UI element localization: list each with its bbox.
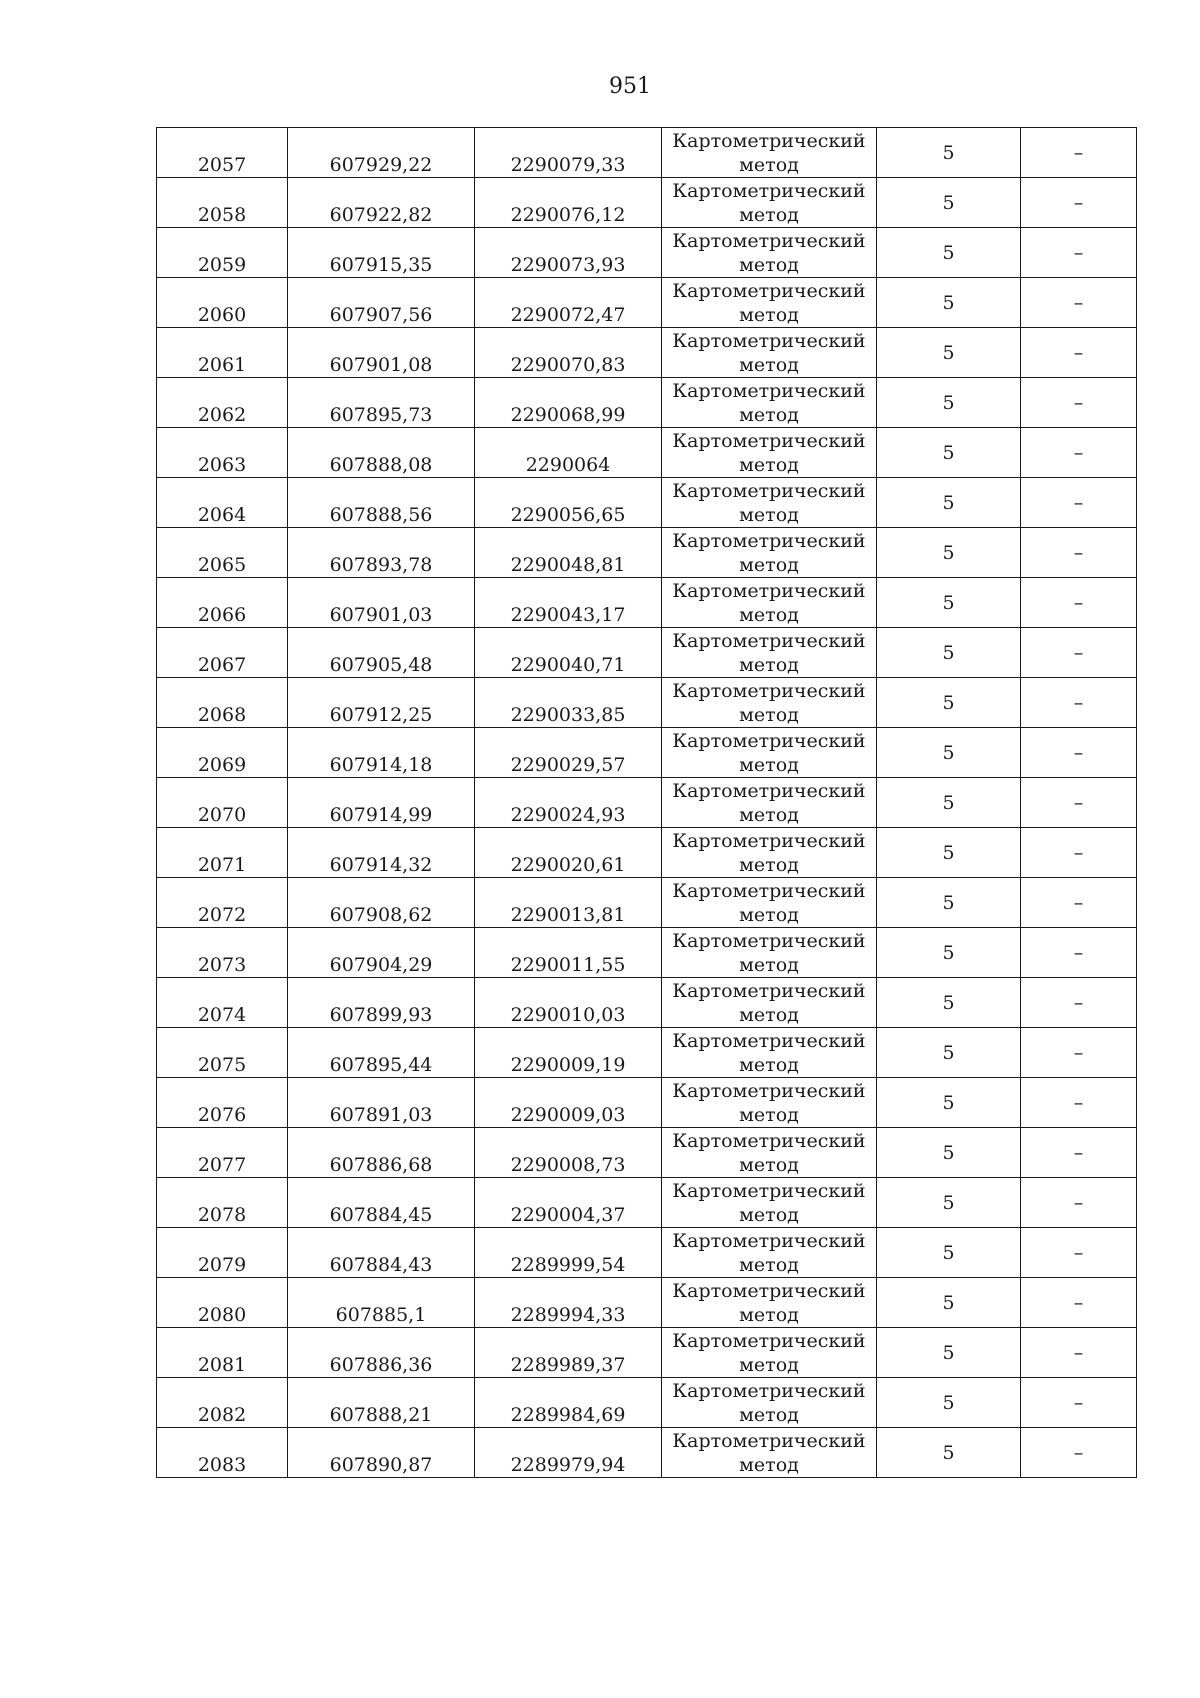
method-line-1: Картометрический xyxy=(672,379,866,402)
note-cell: – xyxy=(1021,278,1137,328)
method-line-1: Картометрический xyxy=(672,1229,866,1252)
y-coordinate-cell: 2290048,81 xyxy=(475,528,662,578)
note-cell: – xyxy=(1021,1278,1137,1328)
note-cell: – xyxy=(1021,728,1137,778)
table-row xyxy=(157,128,1137,178)
method-cell xyxy=(662,1178,877,1228)
table-row xyxy=(157,1328,1137,1378)
method-line-2: метод xyxy=(739,603,799,626)
note-cell: – xyxy=(1021,578,1137,628)
x-coordinate-cell: 607901,08 xyxy=(288,328,475,378)
accuracy-cell: 5 xyxy=(877,328,1021,378)
method-line-1: Картометрический xyxy=(672,1279,866,1302)
x-coordinate-cell: 607914,99 xyxy=(288,778,475,828)
note-cell: – xyxy=(1021,1128,1137,1178)
point-number-cell: 2069 xyxy=(157,728,288,778)
method-cell xyxy=(662,628,877,678)
table-row xyxy=(157,578,1137,628)
method-cell xyxy=(662,128,877,178)
table-row xyxy=(157,1378,1137,1428)
y-coordinate-cell: 2290073,93 xyxy=(475,228,662,278)
note-cell: – xyxy=(1021,878,1137,928)
method-line-2: метод xyxy=(739,1103,799,1126)
x-coordinate-cell: 607914,32 xyxy=(288,828,475,878)
accuracy-cell: 5 xyxy=(877,728,1021,778)
method-line-1: Картометрический xyxy=(672,1379,866,1402)
x-coordinate-cell: 607912,25 xyxy=(288,678,475,728)
method-line-1: Картометрический xyxy=(672,579,866,602)
method-line-1: Картометрический xyxy=(672,429,866,452)
table-body xyxy=(157,128,1137,1478)
method-line-2: метод xyxy=(739,953,799,976)
method-line-2: метод xyxy=(739,1003,799,1026)
point-number-cell: 2074 xyxy=(157,978,288,1028)
page-number: 951 xyxy=(609,74,651,99)
point-number-cell: 2076 xyxy=(157,1078,288,1128)
y-coordinate-cell: 2290010,03 xyxy=(475,978,662,1028)
x-coordinate-cell: 607884,43 xyxy=(288,1228,475,1278)
table-row xyxy=(157,1078,1137,1128)
note-cell: – xyxy=(1021,1078,1137,1128)
table-row xyxy=(157,1178,1137,1228)
method-line-2: метод xyxy=(739,1253,799,1276)
note-cell: – xyxy=(1021,628,1137,678)
y-coordinate-cell: 2290033,85 xyxy=(475,678,662,728)
method-line-2: метод xyxy=(739,1403,799,1426)
table-row xyxy=(157,328,1137,378)
note-cell: – xyxy=(1021,128,1137,178)
x-coordinate-cell: 607914,18 xyxy=(288,728,475,778)
method-line-2: метод xyxy=(739,653,799,676)
point-number-cell: 2083 xyxy=(157,1428,288,1478)
table-row xyxy=(157,1228,1137,1278)
table-row xyxy=(157,278,1137,328)
method-cell xyxy=(662,328,877,378)
y-coordinate-cell: 2290043,17 xyxy=(475,578,662,628)
method-cell xyxy=(662,1328,877,1378)
method-cell xyxy=(662,578,877,628)
method-cell xyxy=(662,1228,877,1278)
table-row xyxy=(157,1128,1137,1178)
y-coordinate-cell: 2290056,65 xyxy=(475,478,662,528)
method-cell xyxy=(662,778,877,828)
point-number-cell: 2064 xyxy=(157,478,288,528)
point-number-cell: 2063 xyxy=(157,428,288,478)
x-coordinate-cell: 607890,87 xyxy=(288,1428,475,1478)
point-number-cell: 2078 xyxy=(157,1178,288,1228)
note-cell: – xyxy=(1021,1178,1137,1228)
method-line-1: Картометрический xyxy=(672,929,866,952)
point-number-cell: 2070 xyxy=(157,778,288,828)
note-cell: – xyxy=(1021,1428,1137,1478)
method-cell xyxy=(662,878,877,928)
method-line-1: Картометрический xyxy=(672,129,866,152)
method-line-2: метод xyxy=(739,153,799,176)
x-coordinate-cell: 607922,82 xyxy=(288,178,475,228)
method-line-1: Картометрический xyxy=(672,729,866,752)
y-coordinate-cell: 2290011,55 xyxy=(475,928,662,978)
table-row xyxy=(157,928,1137,978)
accuracy-cell: 5 xyxy=(877,678,1021,728)
table-row xyxy=(157,728,1137,778)
method-line-2: метод xyxy=(739,403,799,426)
accuracy-cell: 5 xyxy=(877,778,1021,828)
x-coordinate-cell: 607908,62 xyxy=(288,878,475,928)
accuracy-cell: 5 xyxy=(877,378,1021,428)
point-number-cell: 2082 xyxy=(157,1378,288,1428)
method-line-2: метод xyxy=(739,453,799,476)
note-cell: – xyxy=(1021,1028,1137,1078)
x-coordinate-cell: 607884,45 xyxy=(288,1178,475,1228)
x-coordinate-cell: 607904,29 xyxy=(288,928,475,978)
accuracy-cell: 5 xyxy=(877,828,1021,878)
method-cell xyxy=(662,428,877,478)
method-line-1: Картометрический xyxy=(672,279,866,302)
point-number-cell: 2067 xyxy=(157,628,288,678)
method-cell xyxy=(662,1278,877,1328)
method-cell xyxy=(662,228,877,278)
method-line-1: Картометрический xyxy=(672,629,866,652)
coordinates-table xyxy=(156,127,1137,1478)
method-line-2: метод xyxy=(739,1353,799,1376)
table-row xyxy=(157,378,1137,428)
y-coordinate-cell: 2290070,83 xyxy=(475,328,662,378)
table-row xyxy=(157,1028,1137,1078)
method-line-2: метод xyxy=(739,353,799,376)
method-cell xyxy=(662,828,877,878)
method-line-2: метод xyxy=(739,903,799,926)
accuracy-cell: 5 xyxy=(877,978,1021,1028)
x-coordinate-cell: 607929,22 xyxy=(288,128,475,178)
table-row xyxy=(157,978,1137,1028)
note-cell: – xyxy=(1021,928,1137,978)
method-line-1: Картометрический xyxy=(672,679,866,702)
method-cell xyxy=(662,978,877,1028)
x-coordinate-cell: 607905,48 xyxy=(288,628,475,678)
table-row xyxy=(157,628,1137,678)
accuracy-cell: 5 xyxy=(877,278,1021,328)
x-coordinate-cell: 607888,08 xyxy=(288,428,475,478)
note-cell: – xyxy=(1021,378,1137,428)
method-cell xyxy=(662,478,877,528)
x-coordinate-cell: 607893,78 xyxy=(288,528,475,578)
method-line-2: метод xyxy=(739,553,799,576)
note-cell: – xyxy=(1021,1328,1137,1378)
table-row xyxy=(157,778,1137,828)
method-line-2: метод xyxy=(739,853,799,876)
point-number-cell: 2072 xyxy=(157,878,288,928)
method-line-2: метод xyxy=(739,253,799,276)
point-number-cell: 2061 xyxy=(157,328,288,378)
y-coordinate-cell: 2290020,61 xyxy=(475,828,662,878)
x-coordinate-cell: 607888,21 xyxy=(288,1378,475,1428)
method-line-2: метод xyxy=(739,303,799,326)
method-line-1: Картометрический xyxy=(672,779,866,802)
table-row xyxy=(157,528,1137,578)
y-coordinate-cell: 2289989,37 xyxy=(475,1328,662,1378)
y-coordinate-cell: 2290076,12 xyxy=(475,178,662,228)
method-line-1: Картометрический xyxy=(672,479,866,502)
method-line-1: Картометрический xyxy=(672,1079,866,1102)
note-cell: – xyxy=(1021,828,1137,878)
method-line-1: Картометрический xyxy=(672,329,866,352)
method-cell xyxy=(662,928,877,978)
x-coordinate-cell: 607886,68 xyxy=(288,1128,475,1178)
method-cell xyxy=(662,728,877,778)
accuracy-cell: 5 xyxy=(877,1428,1021,1478)
method-cell xyxy=(662,1128,877,1178)
note-cell: – xyxy=(1021,478,1137,528)
method-line-1: Картометрический xyxy=(672,1179,866,1202)
table-row xyxy=(157,828,1137,878)
y-coordinate-cell: 2290013,81 xyxy=(475,878,662,928)
accuracy-cell: 5 xyxy=(877,528,1021,578)
method-line-2: метод xyxy=(739,1053,799,1076)
method-cell xyxy=(662,278,877,328)
point-number-cell: 2079 xyxy=(157,1228,288,1278)
method-cell xyxy=(662,378,877,428)
x-coordinate-cell: 607888,56 xyxy=(288,478,475,528)
y-coordinate-cell: 2290072,47 xyxy=(475,278,662,328)
method-cell xyxy=(662,1428,877,1478)
note-cell: – xyxy=(1021,228,1137,278)
y-coordinate-cell: 2290004,37 xyxy=(475,1178,662,1228)
accuracy-cell: 5 xyxy=(877,478,1021,528)
note-cell: – xyxy=(1021,1228,1137,1278)
x-coordinate-cell: 607886,36 xyxy=(288,1328,475,1378)
table-row xyxy=(157,178,1137,228)
method-line-2: метод xyxy=(739,1453,799,1476)
method-line-1: Картометрический xyxy=(672,1329,866,1352)
method-line-1: Картометрический xyxy=(672,529,866,552)
accuracy-cell: 5 xyxy=(877,1278,1021,1328)
note-cell: – xyxy=(1021,178,1137,228)
x-coordinate-cell: 607915,35 xyxy=(288,228,475,278)
y-coordinate-cell: 2290029,57 xyxy=(475,728,662,778)
y-coordinate-cell: 2290009,19 xyxy=(475,1028,662,1078)
accuracy-cell: 5 xyxy=(877,178,1021,228)
x-coordinate-cell: 607899,93 xyxy=(288,978,475,1028)
method-cell xyxy=(662,1378,877,1428)
table-row xyxy=(157,878,1137,928)
accuracy-cell: 5 xyxy=(877,1328,1021,1378)
y-coordinate-cell: 2290068,99 xyxy=(475,378,662,428)
table-row xyxy=(157,678,1137,728)
method-line-2: метод xyxy=(739,203,799,226)
point-number-cell: 2068 xyxy=(157,678,288,728)
point-number-cell: 2057 xyxy=(157,128,288,178)
method-line-1: Картометрический xyxy=(672,1029,866,1052)
point-number-cell: 2065 xyxy=(157,528,288,578)
y-coordinate-cell: 2289999,54 xyxy=(475,1228,662,1278)
y-coordinate-cell: 2290040,71 xyxy=(475,628,662,678)
x-coordinate-cell: 607907,56 xyxy=(288,278,475,328)
note-cell: – xyxy=(1021,528,1137,578)
accuracy-cell: 5 xyxy=(877,1228,1021,1278)
x-coordinate-cell: 607891,03 xyxy=(288,1078,475,1128)
note-cell: – xyxy=(1021,328,1137,378)
method-line-1: Картометрический xyxy=(672,1429,866,1452)
point-number-cell: 2075 xyxy=(157,1028,288,1078)
y-coordinate-cell: 2290008,73 xyxy=(475,1128,662,1178)
table-row xyxy=(157,478,1137,528)
method-line-2: метод xyxy=(739,1203,799,1226)
point-number-cell: 2059 xyxy=(157,228,288,278)
accuracy-cell: 5 xyxy=(877,1028,1021,1078)
accuracy-cell: 5 xyxy=(877,1128,1021,1178)
method-line-2: метод xyxy=(739,503,799,526)
method-line-1: Картометрический xyxy=(672,179,866,202)
y-coordinate-cell: 2289984,69 xyxy=(475,1378,662,1428)
method-cell xyxy=(662,178,877,228)
method-cell xyxy=(662,678,877,728)
point-number-cell: 2077 xyxy=(157,1128,288,1178)
point-number-cell: 2081 xyxy=(157,1328,288,1378)
point-number-cell: 2071 xyxy=(157,828,288,878)
method-cell xyxy=(662,528,877,578)
accuracy-cell: 5 xyxy=(877,1178,1021,1228)
method-line-2: метод xyxy=(739,1153,799,1176)
note-cell: – xyxy=(1021,428,1137,478)
note-cell: – xyxy=(1021,778,1137,828)
accuracy-cell: 5 xyxy=(877,1378,1021,1428)
accuracy-cell: 5 xyxy=(877,878,1021,928)
x-coordinate-cell: 607895,73 xyxy=(288,378,475,428)
method-cell xyxy=(662,1078,877,1128)
point-number-cell: 2058 xyxy=(157,178,288,228)
method-line-1: Картометрический xyxy=(672,829,866,852)
note-cell: – xyxy=(1021,978,1137,1028)
method-line-1: Картометрический xyxy=(672,1129,866,1152)
method-line-2: метод xyxy=(739,1303,799,1326)
accuracy-cell: 5 xyxy=(877,928,1021,978)
y-coordinate-cell: 2289979,94 xyxy=(475,1428,662,1478)
note-cell: – xyxy=(1021,678,1137,728)
y-coordinate-cell: 2290064 xyxy=(475,428,662,478)
point-number-cell: 2073 xyxy=(157,928,288,978)
point-number-cell: 2066 xyxy=(157,578,288,628)
table-row xyxy=(157,228,1137,278)
method-line-1: Картометрический xyxy=(672,979,866,1002)
method-cell xyxy=(662,1028,877,1078)
method-line-1: Картометрический xyxy=(672,879,866,902)
y-coordinate-cell: 2290024,93 xyxy=(475,778,662,828)
point-number-cell: 2060 xyxy=(157,278,288,328)
table-row xyxy=(157,1428,1137,1478)
accuracy-cell: 5 xyxy=(877,128,1021,178)
x-coordinate-cell: 607885,1 xyxy=(288,1278,475,1328)
method-line-1: Картометрический xyxy=(672,229,866,252)
accuracy-cell: 5 xyxy=(877,578,1021,628)
table-row xyxy=(157,1278,1137,1328)
y-coordinate-cell: 2289994,33 xyxy=(475,1278,662,1328)
method-line-2: метод xyxy=(739,703,799,726)
point-number-cell: 2080 xyxy=(157,1278,288,1328)
y-coordinate-cell: 2290009,03 xyxy=(475,1078,662,1128)
method-line-2: метод xyxy=(739,753,799,776)
x-coordinate-cell: 607895,44 xyxy=(288,1028,475,1078)
note-cell: – xyxy=(1021,1378,1137,1428)
accuracy-cell: 5 xyxy=(877,228,1021,278)
accuracy-cell: 5 xyxy=(877,1078,1021,1128)
accuracy-cell: 5 xyxy=(877,428,1021,478)
table-row xyxy=(157,428,1137,478)
x-coordinate-cell: 607901,03 xyxy=(288,578,475,628)
method-line-2: метод xyxy=(739,803,799,826)
y-coordinate-cell: 2290079,33 xyxy=(475,128,662,178)
point-number-cell: 2062 xyxy=(157,378,288,428)
accuracy-cell: 5 xyxy=(877,628,1021,678)
